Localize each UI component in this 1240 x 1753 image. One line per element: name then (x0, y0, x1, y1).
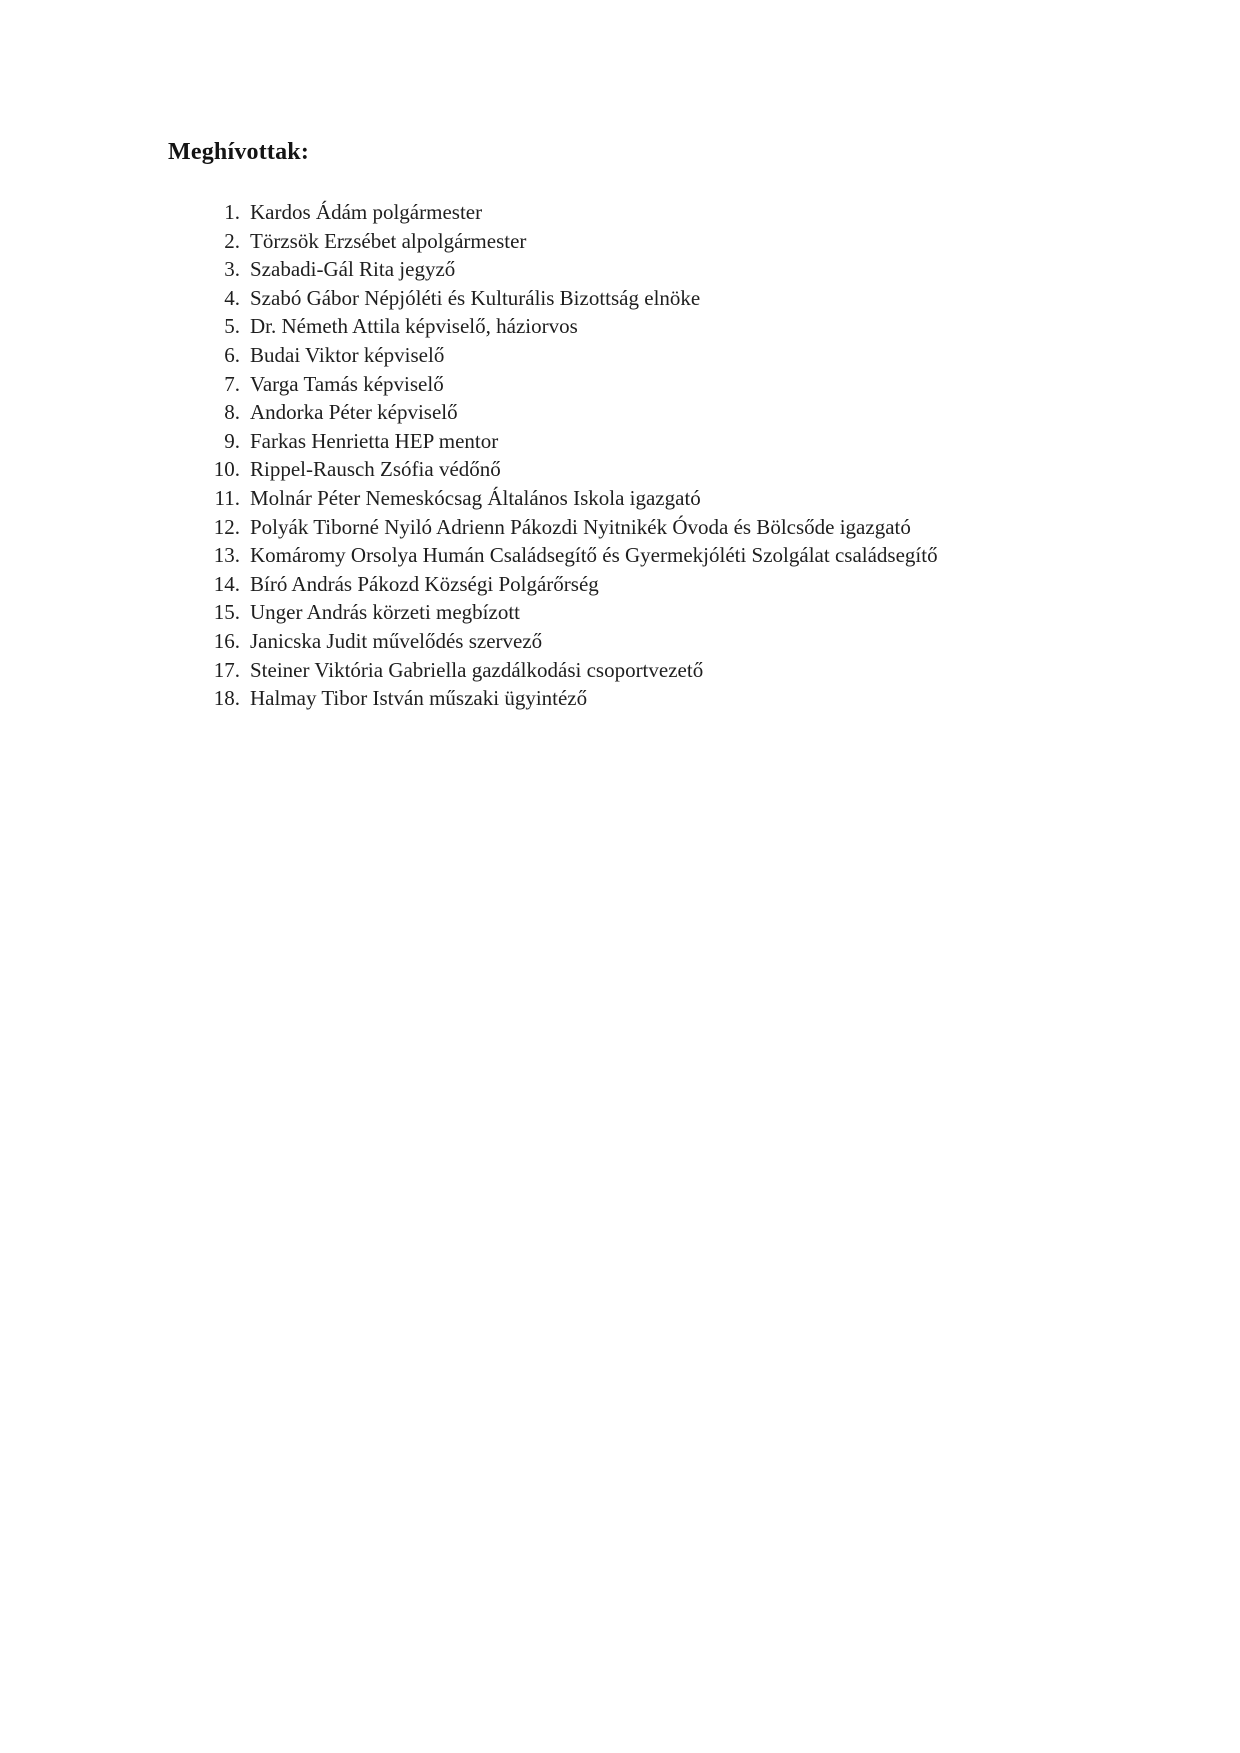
item-number: 7. (224, 371, 240, 396)
list-item (200, 341, 1200, 370)
list-item (200, 570, 1200, 599)
item-number: 5. (224, 314, 240, 339)
list-item (200, 427, 1200, 456)
item-number: 17. (213, 657, 240, 682)
item-text: Törzsök Erzsébet alpolgármester (250, 228, 527, 253)
page-title: Meghívottak: (168, 139, 310, 165)
item-number: 2. (224, 228, 240, 253)
list-item (200, 312, 1200, 341)
item-number: 11. (214, 485, 240, 510)
item-text: Andorka Péter képviselő (250, 400, 458, 425)
item-text: Dr. Németh Attila képviselő, háziorvos (250, 314, 578, 339)
item-text: Janicska Judit művelődés szervező (250, 628, 543, 653)
item-text: Budai Viktor képviselő (250, 342, 445, 367)
item-number: 8. (224, 400, 240, 425)
item-text: Steiner Viktória Gabriella gazdálkodási csoportvezető (250, 657, 704, 682)
list-item (200, 370, 1200, 399)
list-item (200, 684, 1200, 713)
list-item (200, 598, 1200, 627)
list-item (200, 284, 1200, 313)
item-text: Molnár Péter Nemeskócsag Általános Iskola igazgató (250, 485, 701, 510)
list-item (200, 484, 1200, 513)
list-item (200, 455, 1200, 484)
list-item (200, 513, 1200, 542)
list-item (200, 398, 1200, 427)
item-text: Bíró András Pákozd Községi Polgárőrség (250, 571, 599, 596)
invitee-list (200, 198, 1200, 713)
item-text: Polyák Tiborné Nyiló Adrienn Pákozdi Nyitnikék Óvoda és Bölcsőde igazgató (250, 514, 911, 539)
item-number: 1. (224, 200, 240, 224)
list-item (200, 541, 1200, 570)
item-text: Unger András körzeti megbízott (250, 600, 521, 625)
item-number: 10. (213, 457, 240, 482)
item-text: Szabadi-Gál Rita jegyző (250, 257, 456, 282)
item-number: 6. (224, 342, 240, 367)
item-number: 16. (213, 628, 240, 653)
item-text: Rippel-Rausch Zsófia védőnő (250, 457, 501, 482)
list-item (200, 255, 1200, 284)
item-number: 14. (213, 571, 240, 596)
item-text: Kardos Ádám polgármester (250, 200, 483, 224)
item-text: Komáromy Orsolya Humán Családsegítő és Gyermekjóléti Szolgálat családsegítő (250, 543, 938, 568)
item-text: Varga Tamás képviselő (250, 371, 444, 396)
list-item (200, 627, 1200, 656)
item-number: 4. (224, 285, 240, 310)
item-number: 3. (224, 257, 240, 282)
item-number: 18. (213, 686, 240, 711)
list-item (200, 227, 1200, 256)
item-number: 13. (213, 543, 240, 568)
list-item (200, 656, 1200, 685)
item-text: Halmay Tibor István műszaki ügyintéző (250, 686, 588, 711)
list-item (200, 198, 1200, 227)
item-number: 9. (224, 428, 240, 453)
item-text: Farkas Henrietta HEP mentor (250, 428, 499, 453)
item-text: Szabó Gábor Népjóléti és Kulturális Bizottság elnöke (250, 285, 701, 310)
item-number: 12. (213, 514, 240, 539)
item-number: 15. (213, 600, 240, 625)
